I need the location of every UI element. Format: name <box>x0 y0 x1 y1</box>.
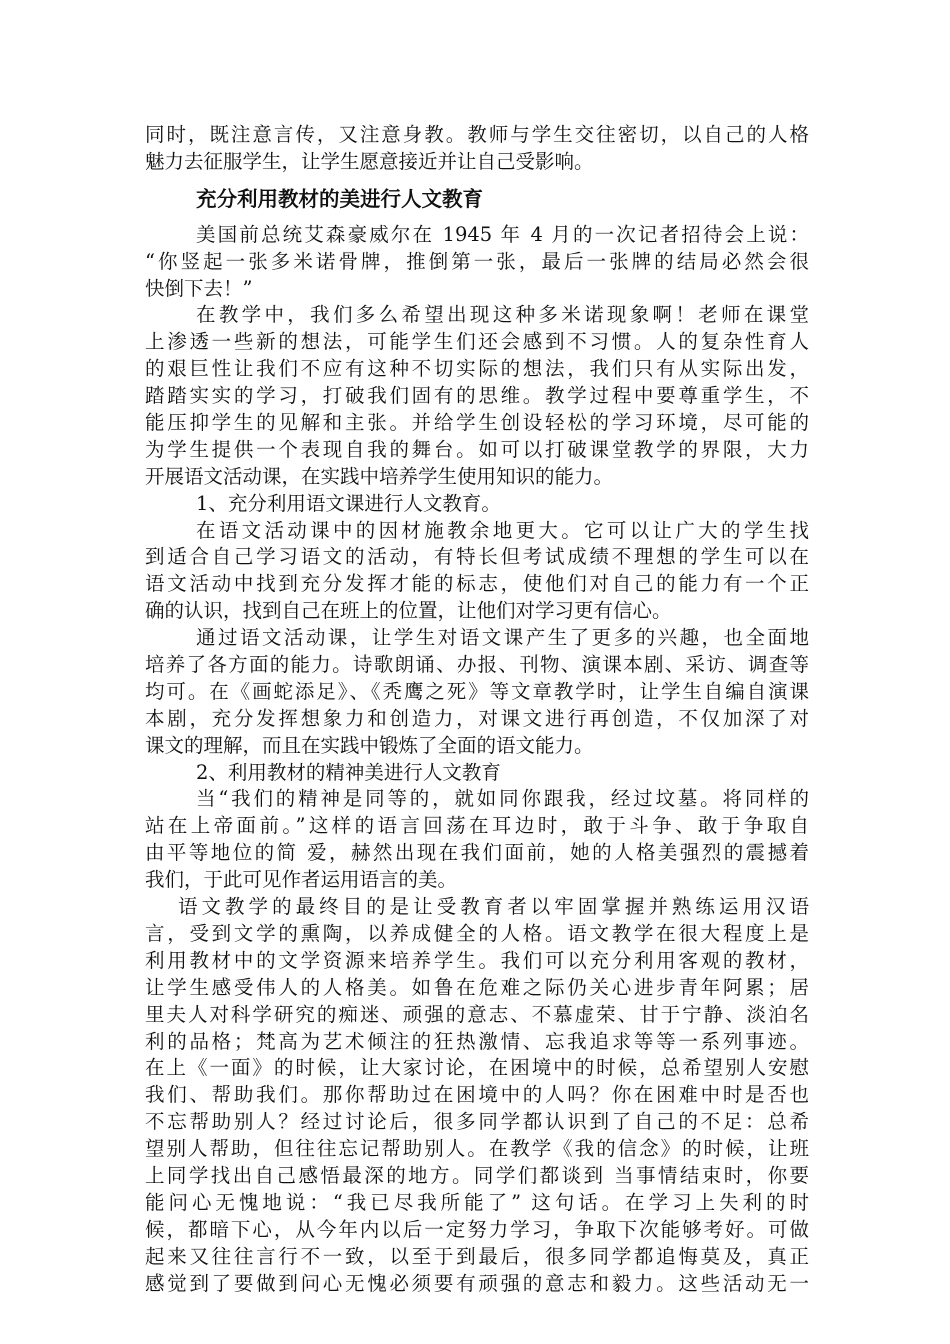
text-line: 培养了各方面的能力。诗歌朗诵、办报、刊物、演课本剧、采访、调查等 <box>145 653 809 677</box>
text-line: 望别人帮助，但往往忘记帮助别人。在教学《我的信念》的时候，让班 <box>145 1137 809 1161</box>
text-line: 候，都暗下心，从今年内以后一定努力学习，争取下次能够考好。可做 <box>145 1217 809 1241</box>
text-line: 我们、帮助我们。那你帮助过在困境中的人吗？你在困难中时是否也 <box>145 1083 809 1107</box>
text-line: 通过语文活动课，让学生对语文课产生了更多的兴趣，也全面地 <box>196 626 809 650</box>
text-line: 课文的理解，而且在实践中锻炼了全面的语文能力。 <box>145 733 594 757</box>
text-line: 均可。在《画蛇添足》、《秃鹰之死》等文章教学时，让学生自编自演课 <box>145 679 809 703</box>
text-line: 的艰巨性让我们不应有这种不切实际的想法，我们只有从实际出发， <box>145 357 809 381</box>
text-line: 在上《一面》的时候，让大家讨论，在困境中的时候，总希望别人安慰 <box>145 1056 809 1080</box>
text-line: 确的认识，找到自己在班上的位置，让他们对学习更有信心。 <box>145 599 672 623</box>
text-line: 在教学中，我们多么希望出现这种多米诺现象啊！老师在课堂 <box>196 303 809 327</box>
text-line: 能问心无愧地说：“我已尽我所能了” 这句话。在学习上失利的时 <box>145 1190 809 1214</box>
text-line: 踏踏实实的学习，打破我们固有的思维。教学过程中要尊重学生，不 <box>145 384 809 408</box>
text-line: 在语文活动课中的因材施教余地更大。它可以让广大的学生找 <box>196 518 809 542</box>
text-line: 开展语文活动课，在实践中培养学生使用知识的能力。 <box>145 464 614 488</box>
text-line: 让学生感受伟人的人格美。如鲁在危难之际仍关心进步青年阿累；居 <box>145 975 809 999</box>
text-line: 感觉到了要做到问心无愧必须要有顽强的意志和毅力。这些活动无一 <box>145 1271 809 1295</box>
text-line: 语文教学的最终目的是让受教育者以牢固掌握并熟练运用汉语 <box>178 895 809 919</box>
text-line: 美国前总统艾森豪威尔在 1945 年 4 月的一次记者招待会上说： <box>196 222 809 246</box>
text-line: 1、充分利用语文课进行人文教育。 <box>196 491 501 515</box>
text-line: 魅力去征服学生，让学生愿意接近并让自己受影响。 <box>145 149 594 173</box>
text-line: 本剧，充分发挥想象力和创造力，对课文进行再创造，不仅加深了对 <box>145 706 809 730</box>
text-line: 上同学找出自己感悟最深的地方。同学们都谈到 当事情结束时，你要 <box>145 1163 809 1187</box>
text-line: 当“我们的精神是同等的，就如同你跟我，经过坟墓。将同样的 <box>196 787 809 811</box>
text-line: 2、利用教材的精神美进行人文教育 <box>196 760 501 784</box>
text-line: “你竖起一张多米诺骨牌，推倒第一张，最后一张牌的结局必然会很 <box>145 249 809 273</box>
text-line: 起来又往往言行不一致，以至于到最后，很多同学都追悔莫及，真正 <box>145 1244 809 1268</box>
text-line: 我们，于此可见作者运用语言的美。 <box>145 868 458 892</box>
text-line: 到适合自己学习语文的活动，有特长但考试成绩不理想的学生可以在 <box>145 545 809 569</box>
text-line: 快倒下去！” <box>145 276 253 300</box>
text-line: 利的品格；梵高为艺术倾注的狂热激情、忘我追求等等一系列事迹。 <box>145 1029 809 1053</box>
text-line: 不忘帮助别人？经过讨论后，很多同学都认识到了自己的不足：总希 <box>145 1110 809 1134</box>
text-line: 由平等地位的简 爱，赫然出现在我们面前，她的人格美强烈的震撼着 <box>145 841 809 865</box>
text-line: 利用教材中的文学资源来培养学生。我们可以充分利用客观的教材， <box>145 948 809 972</box>
text-line: 语文活动中找到充分发挥才能的标志，使他们对自己的能力有一个正 <box>145 572 809 596</box>
document-page <box>145 122 809 1297</box>
text-line: 同时，既注意言传，又注意身教。教师与学生交往密切，以自己的人格 <box>145 123 809 146</box>
text-line: 里夫人对科学研究的痴迷、顽强的意志、不慕虚荣、甘于宁静、淡泊名 <box>145 1002 809 1026</box>
text-line: 为学生提供一个表现自我的舞台。如可以打破课堂教学的界限，大力 <box>145 437 809 461</box>
section-heading: 充分利用教材的美进行人文教育 <box>196 186 483 211</box>
text-line: 言，受到文学的熏陶，以养成健全的人格。语文教学在很大程度上是 <box>145 921 809 945</box>
text-line: 站在上帝面前。”这样的语言回荡在耳边时，敢于斗争、敢于争取自 <box>145 814 809 838</box>
text-line: 能压抑学生的见解和主张。并给学生创设轻松的学习环境，尽可能的 <box>145 411 809 435</box>
text-line: 上渗透一些新的想法，可能学生们还会感到不习惯。人的复杂性育人 <box>145 330 809 354</box>
